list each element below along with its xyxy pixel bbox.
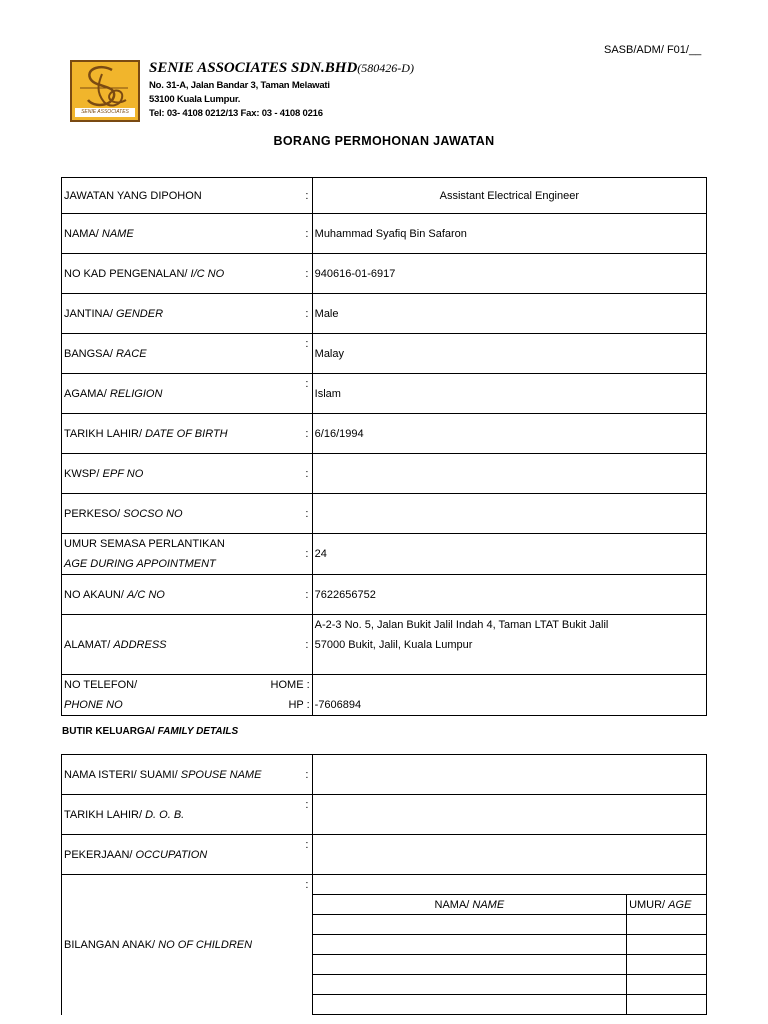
child-age-cell[interactable] <box>627 915 707 935</box>
row-occupation <box>62 835 707 875</box>
colon: : <box>302 214 312 254</box>
colon: : <box>302 755 312 795</box>
row-address <box>62 615 707 675</box>
row-epf <box>62 454 707 494</box>
dob-value[interactable]: 6/16/1994 <box>312 414 706 454</box>
child-age-cell[interactable] <box>627 955 707 975</box>
colon: : <box>302 254 312 294</box>
child-name-cell[interactable] <box>312 955 626 975</box>
child-name-cell[interactable] <box>312 935 626 955</box>
position-label: JAWATAN YANG DIPOHON <box>62 178 303 214</box>
phone-value[interactable] <box>312 675 706 716</box>
position-value[interactable]: Assistant Electrical Engineer <box>312 178 706 214</box>
gender-value[interactable]: Male <box>312 294 706 334</box>
child-age-cell[interactable] <box>627 935 707 955</box>
applicant-details-table <box>61 177 707 716</box>
row-children-count <box>62 875 707 895</box>
logo-caption: SENIE ASSOCIATES <box>75 108 135 117</box>
company-reg-number: (580426-D) <box>357 61 414 75</box>
ic-label: NO KAD PENGENALAN/ I/C NO <box>62 254 303 294</box>
company-logo <box>70 60 140 122</box>
colon: : <box>302 534 312 575</box>
row-religion <box>62 374 707 414</box>
colon: : <box>302 795 312 835</box>
child-age-header: UMUR/ AGE <box>627 895 707 915</box>
ic-value[interactable]: 940616-01-6917 <box>312 254 706 294</box>
epf-value[interactable] <box>312 454 706 494</box>
home-phone-value <box>315 675 704 695</box>
address-line1: A-2-3 No. 5, Jalan Bukit Jalil Indah 4, Taman LTAT Bukit Jalil <box>314 619 609 631</box>
colon: : <box>302 835 312 875</box>
colon: : <box>302 454 312 494</box>
children-label: BILANGAN ANAK/ NO OF CHILDREN <box>62 875 303 1015</box>
address-line2: 57000 Bukit, Jalil, Kuala Lumpur <box>314 639 473 651</box>
row-position <box>62 178 707 214</box>
race-label: BANGSA/ RACE <box>62 334 303 374</box>
socso-label: PERKESO/ SOCSO NO <box>62 494 303 534</box>
hp-phone-value: -7606894 <box>314 699 362 711</box>
spouse-dob-label: TARIKH LAHIR/ D. O. B. <box>62 795 303 835</box>
dob-label: TARIKH LAHIR/ DATE OF BIRTH <box>62 414 303 454</box>
religion-label: AGAMA/ RELIGION <box>62 374 303 414</box>
occupation-value[interactable] <box>312 835 706 875</box>
account-value[interactable]: 7622656752 <box>312 575 706 615</box>
row-race <box>62 334 707 374</box>
family-section-heading: BUTIR KELUARGA/ FAMILY DETAILS <box>62 726 239 737</box>
spouse-dob-value[interactable] <box>312 795 706 835</box>
row-spouse <box>62 755 707 795</box>
spouse-label: NAMA ISTERI/ SUAMI/ SPOUSE NAME <box>62 755 303 795</box>
socso-value[interactable] <box>312 494 706 534</box>
row-account <box>62 575 707 615</box>
row-phone <box>62 675 707 716</box>
form-reference-code: SASB/ADM/ F01/__ <box>604 44 702 56</box>
child-name-cell[interactable] <box>312 915 626 935</box>
address-label: ALAMAT/ ADDRESS <box>62 615 303 675</box>
colon: : <box>302 494 312 534</box>
company-address-line2: 53100 Kuala Lumpur. <box>149 94 241 105</box>
hp-label: HP : <box>288 699 310 711</box>
row-ic <box>62 254 707 294</box>
colon: : <box>302 575 312 615</box>
child-name-header: NAMA/ NAME <box>312 895 626 915</box>
company-address-line1: No. 31-A, Jalan Bandar 3, Taman Melawati <box>149 80 330 91</box>
name-label: NAMA/ NAME <box>62 214 303 254</box>
colon: : <box>302 615 312 675</box>
row-age <box>62 534 707 575</box>
name-value[interactable]: Muhammad Syafiq Bin Safaron <box>312 214 706 254</box>
colon: : <box>302 334 312 374</box>
age-value[interactable]: 24 <box>312 534 706 575</box>
row-gender <box>62 294 707 334</box>
form-title: BORANG PERMOHONAN JAWATAN <box>273 134 495 148</box>
phone-label: NO TELEFON/ PHONE NO HOME : HP : <box>62 675 313 716</box>
colon: : <box>302 294 312 334</box>
address-value[interactable] <box>312 615 706 675</box>
row-name <box>62 214 707 254</box>
row-spouse-dob <box>62 795 707 835</box>
epf-label: KWSP/ EPF NO <box>62 454 303 494</box>
religion-value[interactable]: Islam <box>312 374 706 414</box>
home-label: HOME : <box>270 679 310 691</box>
colon: : <box>302 875 312 1015</box>
race-value[interactable]: Malay <box>312 334 706 374</box>
colon: : <box>302 414 312 454</box>
child-name-cell[interactable] <box>312 975 626 995</box>
account-label: NO AKAUN/ A/C NO <box>62 575 303 615</box>
row-socso <box>62 494 707 534</box>
company-phone-fax: Tel: 03- 4108 0212/13 Fax: 03 - 4108 0216 <box>149 108 323 119</box>
colon: : <box>302 374 312 414</box>
colon: : <box>302 178 312 214</box>
child-age-cell[interactable] <box>627 995 707 1015</box>
company-name: SENIE ASSOCIATES SDN.BHD(580426-D) <box>149 60 414 76</box>
child-name-cell[interactable] <box>312 995 626 1015</box>
row-dob <box>62 414 707 454</box>
occupation-label: PEKERJAAN/ OCCUPATION <box>62 835 303 875</box>
gender-label: JANTINA/ GENDER <box>62 294 303 334</box>
spouse-value[interactable] <box>312 755 706 795</box>
child-age-cell[interactable] <box>627 975 707 995</box>
family-details-table <box>61 754 707 1015</box>
age-label: UMUR SEMASA PERLANTIKAN AGE DURING APPOINTMENT <box>62 534 303 575</box>
children-count-value[interactable] <box>312 875 706 895</box>
